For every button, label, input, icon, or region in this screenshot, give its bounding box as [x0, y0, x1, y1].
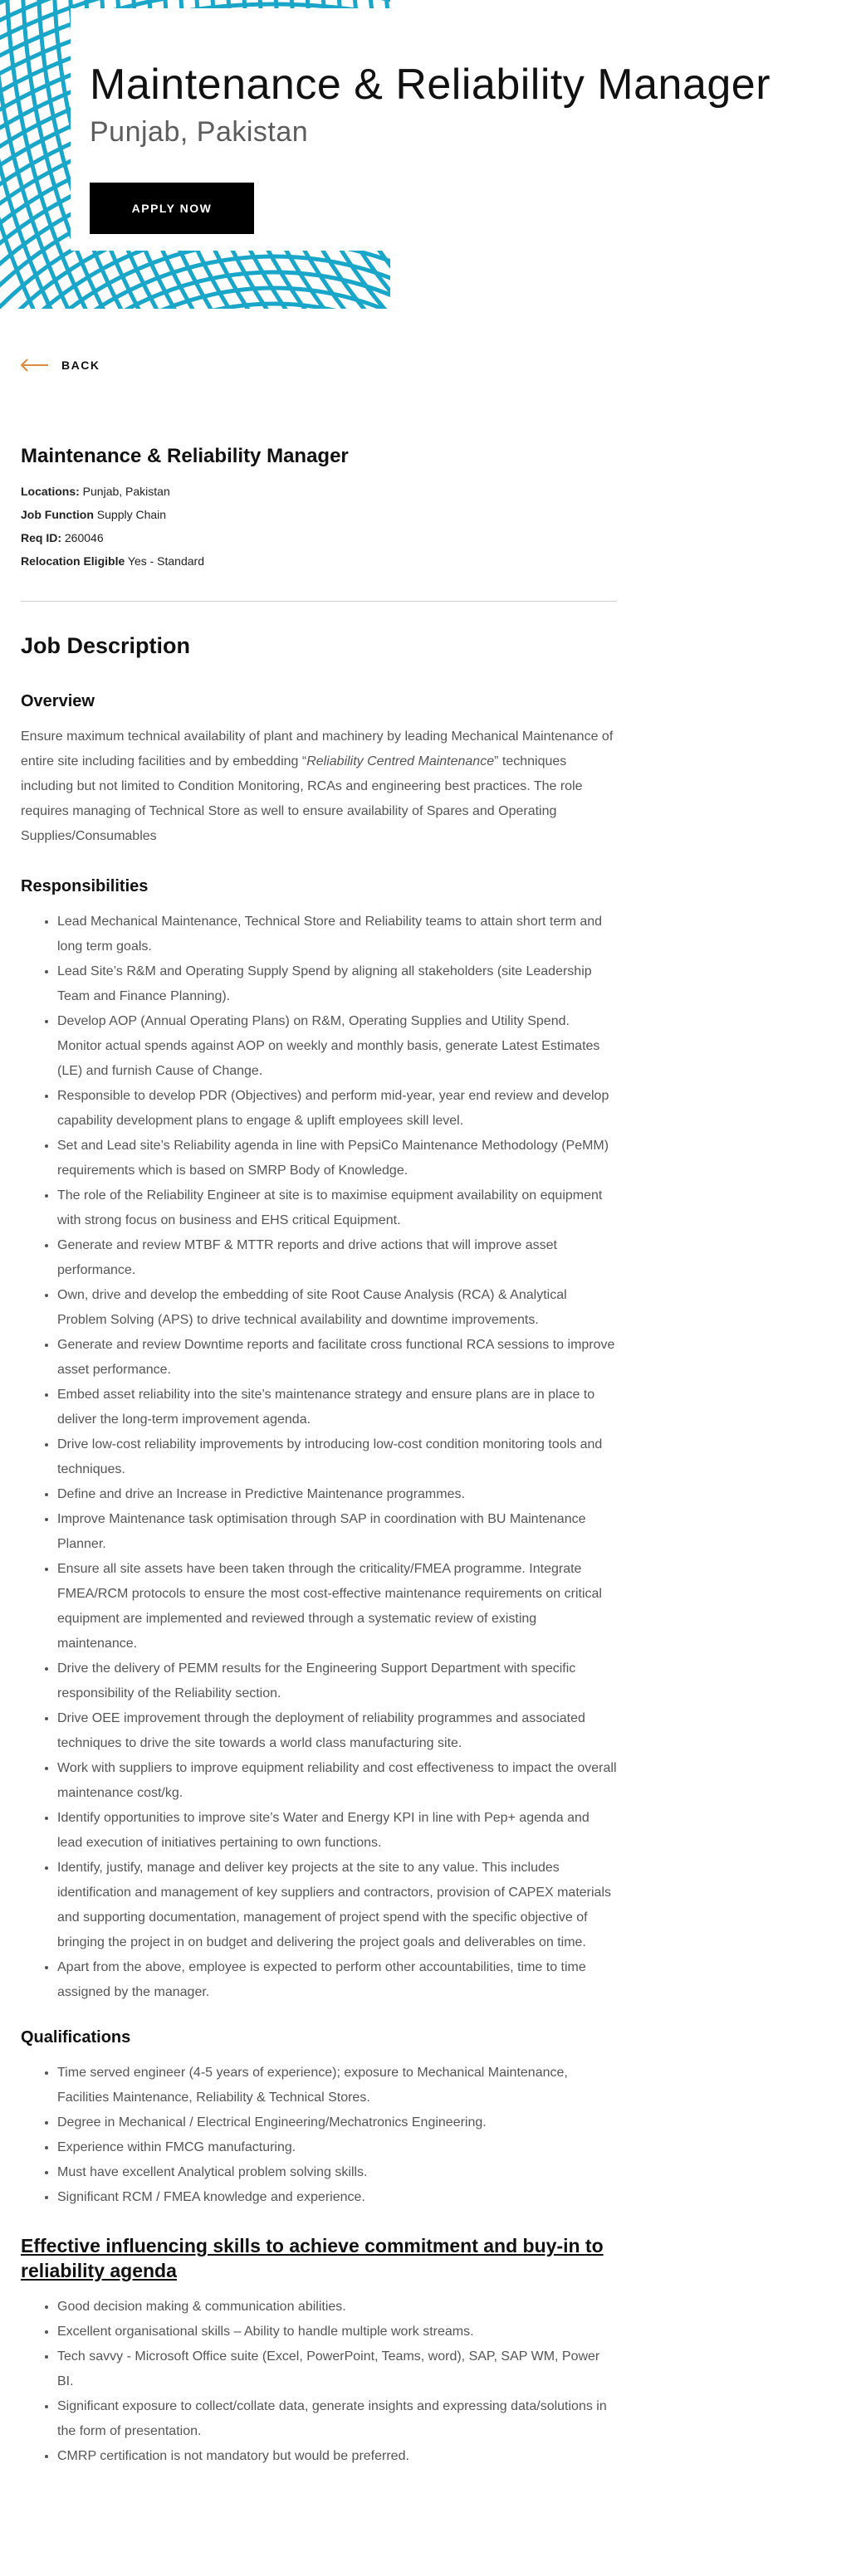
hero-banner	[0, 0, 861, 309]
list-item: • Drive OEE improvement through the deployment of reliability programmes and associated techniques to drive the site towards a world class manufacturing site.	[57, 1706, 617, 1756]
meta-label: Job Function	[21, 508, 94, 521]
list-item: • Significant RCM / FMEA knowledge and experience.	[57, 2185, 617, 2210]
list-item: • Own, drive and develop the embedding of site Root Cause Analysis (RCA) & Analytical Problem Solving (APS) to drive technical availability and downtime improvements.	[57, 1283, 617, 1333]
meta-value: Punjab, Pakistan	[82, 485, 170, 498]
back-link[interactable]	[20, 359, 100, 372]
list-item: • Time served engineer (4-5 years of experience); exposure to Mechanical Maintenance, Facilities Maintenance, Reliability & Technical Stores.	[57, 2061, 617, 2110]
arrow-left-icon	[20, 359, 50, 372]
meta-locations	[21, 480, 617, 503]
page-title: Maintenance & Reliability Manager	[90, 61, 771, 109]
list-item: • Must have excellent Analytical problem solving skills.	[57, 2160, 617, 2185]
meta-label: Locations:	[21, 485, 80, 498]
meta-relocation	[21, 549, 617, 573]
list-item: • Tech savvy - Microsoft Office suite (Excel, PowerPoint, Teams, word), SAP, SAP WM, Power BI.	[57, 2344, 617, 2394]
list-item: • Degree in Mechanical / Electrical Engineering/Mechatronics Engineering.	[57, 2110, 617, 2135]
meta-label: Req ID:	[21, 531, 61, 544]
list-item: • Generate and review MTBF & MTTR reports and drive actions that will improve asset performance.	[57, 1233, 617, 1283]
meta-label: Relocation Eligible	[21, 554, 125, 568]
job-meta	[21, 480, 617, 573]
overview-heading: Overview	[21, 692, 95, 710]
list-item: • Ensure all site assets have been taken through the criticality/FMEA programme. Integrate FMEA/RCM protocols to ensure the most cost-effective maintenance requirements on critical equipment are implemented and reviewed through a systematic review of existing maintenance.	[57, 1557, 617, 1656]
list-item: • Excellent organisational skills – Ability to handle multiple work streams.	[57, 2320, 617, 2344]
list-item: • Define and drive an Increase in Predictive Maintenance programmes.	[57, 1482, 617, 1507]
list-item: • Experience within FMCG manufacturing.	[57, 2135, 617, 2160]
job-content	[21, 445, 617, 2492]
list-item: • Develop AOP (Annual Operating Plans) on R&M, Operating Supplies and Utility Spend. Monitor actual spends against AOP on weekly and monthly basis, generate Latest Estimates (LE) and furnish Cause of Change.	[57, 1009, 617, 1084]
influencing-heading: Effective influencing skills to achieve commitment and buy-in to reliability agenda	[21, 2235, 604, 2281]
overview-text-part: ” techniques including but not limited to Condition Monitoring, RCAs and engineering best practices. The role requires managing of Technical Store as well to ensure availability of Spares and Operating Supplies/Consumables	[21, 754, 583, 843]
list-item: • Good decision making & communication abilities.	[57, 2295, 617, 2320]
list-item: • Lead Site’s R&M and Operating Supply Spend by aligning all stakeholders (site Leadership Team and Finance Planning).	[57, 959, 617, 1009]
meta-value: Yes - Standard	[127, 554, 204, 568]
hero-location: Punjab, Pakistan	[90, 116, 309, 148]
job-title: Maintenance & Reliability Manager	[21, 445, 349, 467]
qualifications-list	[21, 2061, 617, 2210]
divider	[21, 601, 617, 602]
list-item: • Responsible to develop PDR (Objectives) and perform mid-year, year end review and develop capability development plans to engage & uplift employees skill level.	[57, 1084, 617, 1134]
list-item: • Set and Lead site’s Reliability agenda in line with PepsiCo Maintenance Methodology (PeMM) requirements which is based on SMRP Body of Knowledge.	[57, 1134, 617, 1183]
meta-req-id	[21, 526, 617, 549]
list-item: • Work with suppliers to improve equipment reliability and cost effectiveness to impact the overall maintenance cost/kg.	[57, 1756, 617, 1806]
back-label: BACK	[61, 359, 100, 372]
list-item: • Apart from the above, employee is expected to perform other accountabilities, time to time assigned by the manager.	[57, 1955, 617, 2005]
list-item: • CMRP certification is not mandatory but would be preferred.	[57, 2444, 617, 2469]
responsibilities-list	[21, 910, 617, 2005]
job-description-heading: Job Description	[21, 633, 191, 658]
qualifications-heading: Qualifications	[21, 2028, 131, 2047]
list-item: • Drive the delivery of PEMM results for the Engineering Support Department with specific responsibility of the Reliability section.	[57, 1656, 617, 1706]
list-item: • The role of the Reliability Engineer at site is to maximise equipment availability on equipment with strong focus on business and EHS critical Equipment.	[57, 1183, 617, 1233]
list-item: • Identify opportunities to improve site’s Water and Energy KPI in line with Pep+ agenda and lead execution of initiatives pertaining to own functions.	[57, 1806, 617, 1856]
list-item: • Improve Maintenance task optimisation through SAP in coordination with BU Maintenance Planner.	[57, 1507, 617, 1557]
list-item: • Generate and review Downtime reports and facilitate cross functional RCA sessions to improve asset performance.	[57, 1333, 617, 1383]
apply-now-button[interactable]: APPLY NOW	[90, 183, 254, 234]
overview-emphasis: Reliability Centred Maintenance	[306, 754, 495, 768]
list-item: • Drive low-cost reliability improvements by introducing low-cost condition monitoring tools and techniques.	[57, 1432, 617, 1482]
meta-job-function	[21, 503, 617, 526]
responsibilities-heading: Responsibilities	[21, 877, 149, 895]
list-item: • Significant exposure to collect/collate data, generate insights and expressing data/solutions in the form of presentation.	[57, 2394, 617, 2444]
overview-text-part: Ensure maximum technical availability of plant and machinery by leading Mechanical Maintenance of entire site including facilities and by embedding “	[21, 729, 614, 768]
overview-text	[21, 724, 617, 849]
meta-value: Supply Chain	[96, 508, 167, 521]
meta-value: 260046	[64, 531, 104, 544]
influencing-list	[21, 2295, 617, 2469]
list-item: • Identify, justify, manage and deliver key projects at the site to any value. This includes identification and management of key suppliers and contractors, provision of CAPEX materials and supporting documentation, management of project spend with the specific objective of bringing the project in on budget and delivering the project goals and deliverables on time.	[57, 1856, 617, 1955]
list-item: • Lead Mechanical Maintenance, Technical Store and Reliability teams to attain short term and long term goals.	[57, 910, 617, 959]
list-item: • Embed asset reliability into the site’s maintenance strategy and ensure plans are in place to deliver the long-term improvement agenda.	[57, 1383, 617, 1432]
